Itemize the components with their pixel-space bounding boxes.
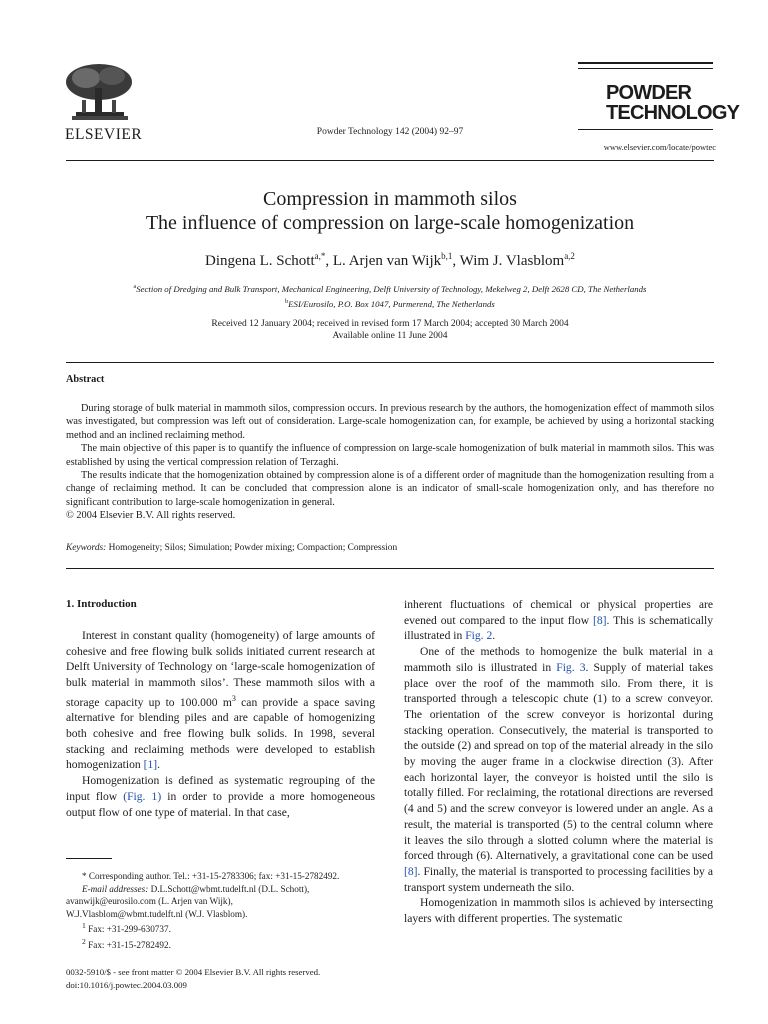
text-run: inherent fluctuations of chemical or physical properties are evened out compared to the input flow (404, 598, 713, 627)
available-online: Available online 11 June 2004 (332, 331, 448, 341)
text-run: . Supply of material takes place over the roof of the mammoth silo. From there, it is transported through a telescopic chute (1) to a screw conveyor. The orientation of the screw conveyor is horizontal during stacking operation. Consecutively, the material is transported to the outside (2) and spread on top of the material already in the silo by moving the auger frame in a clockwise direction (3). After each horizontal layer, the conveyor is hoisted until the silo is totally filled. For reclaiming, the rotational directions are reversed (4 and 5) and the screw conveyor is lowered under an angle. As a result, the material is transported (5) to the central column where it leaves the silo through a slotted column where the material is forced through (6). Alternatively, a gravitational cone can be used (404, 660, 714, 863)
author: L. Arjen van Wijk (332, 253, 442, 269)
text-run: One of the methods to homogenize the bulk material in a mammoth silo is illustrated in (404, 645, 713, 674)
abstract-divider-top (66, 362, 714, 363)
author-separator: , (325, 253, 333, 269)
journal-url[interactable]: www.elsevier.com/locate/powtec (603, 142, 716, 152)
paragraph (404, 644, 713, 895)
figure-link[interactable]: (Fig. 1) (123, 789, 162, 803)
affiliation (66, 296, 714, 311)
corresponding-author-note: * Corresponding author. Tel.: +31-15-2783306; fax: +31-15-2782492. (82, 871, 340, 881)
right-column (404, 597, 713, 927)
journal-citation: Powder Technology 142 (2004) 92–97 (316, 127, 464, 137)
publisher-name: ELSEVIER (65, 126, 143, 143)
keywords-label: Keywords: (66, 543, 107, 553)
affiliation-text: ESI/Eurosilo, P.O. Box 1047, Purmerend, The Netherlands (288, 298, 495, 309)
text-run: . This is schematically illustrated in (404, 613, 714, 643)
superscript: 3 (231, 693, 236, 703)
author-affiliation-mark: b,1 (441, 251, 453, 261)
abstract-paragraph: The main objective of this paper is to quantify the influence of compression on large-scale homogenization of bulk material in mammoth silos. This was established by using the vertical compression relation of Terzaghi. (66, 443, 714, 468)
abstract-paragraph: The results indicate that the homogenization obtained by compression alone is of a different order of magnitude than the homogenization resulting from a change of reclaiming method. It can be concluded that compression alone is an indicator of small-scale homogenization only, and has therefore no significant contribution to large-scale homogenization in general. (66, 470, 714, 508)
front-matter (66, 966, 320, 992)
paragraph: Homogenization in mammoth silos is achieved by intersecting layers with different properties. The systematic (404, 896, 713, 926)
footnotes (66, 870, 376, 952)
received-dates: Received 12 January 2004; received in revised form 17 March 2004; accepted 30 March 2004 (211, 319, 569, 329)
text-run: can provide a space saving alternative for blending piles and are capable of homogenizing both cohesive and free flowing bulk solids. In 1998, several stacking and reclaiming methods were developed to establish homogenization (66, 695, 375, 772)
footnote-mark: 1 (82, 921, 86, 931)
section-heading: 1. Introduction (66, 598, 137, 610)
author-affiliation-mark: a,* (314, 251, 326, 261)
abstract-heading: Abstract (66, 374, 105, 385)
email-address[interactable]: W.J.Vlasblom@wbmt.tudelft.nl (W.J. Vlasblom). (66, 908, 248, 919)
journal-logo-text (606, 82, 740, 124)
header-divider (66, 160, 714, 161)
doi-line[interactable]: doi:10.1016/j.powtec.2004.03.009 (66, 980, 187, 990)
email-address[interactable]: D.L.Schott@wbmt.tudelft.nl (D.L. Schott), (148, 883, 310, 894)
email-note (66, 883, 376, 896)
text-run: . (492, 629, 496, 643)
journal-logo-line2: TECHNOLOGY (606, 102, 740, 124)
affiliation-text: Section of Dredging and Bulk Transport, Mechanical Engineering, Delft University of Technology, Mekelweg 2, Delft 2628 CD, The Netherlands (136, 283, 647, 294)
journal-logo-line1: POWDER (606, 82, 692, 104)
paragraph (404, 597, 713, 644)
affiliation (66, 281, 714, 296)
journal-brand (578, 62, 740, 130)
footnote-text: Fax: +31-299-630737. (85, 924, 171, 935)
affiliations (66, 281, 714, 311)
keywords-text: Homogeneity; Silos; Simulation; Powder mixing; Compaction; Compression (108, 543, 398, 553)
affiliation-mark: b (285, 298, 289, 305)
paragraph (66, 773, 375, 820)
brand-rule-top (578, 62, 713, 64)
author-separator: , (452, 253, 460, 269)
citation-link[interactable]: [8] (592, 613, 607, 627)
footnote-text: Fax: +31-15-2782492. (85, 940, 171, 951)
brand-rule-bottom (578, 129, 713, 130)
abstract-paragraph: During storage of bulk material in mammoth silos, compression occurs. In previous research by the authors, the homogenization effect of mammoth silos was investigated, but compression was left out of consideration. Large-scale homogenization can, for example, be achieved by using a horizontal stacking method and an inclined reclaiming method. (66, 403, 714, 441)
figure-link[interactable]: Fig. 3 (556, 660, 586, 674)
citation-link[interactable]: [1] (143, 758, 158, 772)
text-run: . (157, 758, 161, 772)
text-run: . Finally, the material is transported to processing facilities by a transport system underneath the silo. (404, 864, 713, 894)
issn-line: 0032-5910/$ - see front matter © 2004 Elsevier B.V. All rights reserved. (66, 967, 321, 977)
footnote-mark: 2 (82, 937, 86, 947)
left-column (66, 628, 375, 820)
author: Dingena L. Schott (205, 253, 315, 269)
article-title (66, 187, 714, 235)
author: Wim J. Vlasblom (459, 253, 565, 269)
abstract-body (66, 402, 714, 523)
figure-link[interactable]: Fig. 2 (465, 629, 493, 643)
paragraph (66, 628, 375, 773)
text-run: in order to provide a more homogeneous output flow of one type of material. In that case, (66, 789, 375, 819)
keywords (66, 543, 397, 553)
author-list (66, 251, 714, 270)
article-history (66, 318, 714, 342)
citation-link[interactable]: [8] (404, 864, 418, 878)
email-address[interactable]: avanwijk@eurosilo.com (L. Arjen van Wijk), (66, 896, 233, 907)
text-run: Interest in constant quality (homogeneity) of large amounts of cohesive and free flowing bulk solids initiated current research at Delft University of Technology on ‘large-scale homogenization of bulk material in mammoth silos’. These mammoth silos with a storage capacity up to 100.000 m (66, 629, 375, 709)
footnote-1 (66, 920, 376, 936)
brand-rule-second (578, 68, 713, 69)
abstract-divider-bottom (66, 568, 714, 569)
affiliation-mark: a (133, 284, 137, 290)
email-label: E-mail addresses: (82, 883, 149, 894)
abstract-copyright: © 2004 Elsevier B.V. All rights reserved. (66, 510, 236, 522)
footnote-2 (66, 936, 376, 952)
elsevier-tree-logo (62, 62, 136, 124)
footnote-rule (66, 858, 112, 859)
text-run: Homogenization is defined as systematic regrouping of the input flow (66, 774, 375, 803)
title-line-2: The influence of compression on large-scale homogenization (145, 212, 635, 234)
title-line-1: Compression in mammoth silos (263, 188, 517, 210)
author-affiliation-mark: a,2 (564, 251, 575, 261)
